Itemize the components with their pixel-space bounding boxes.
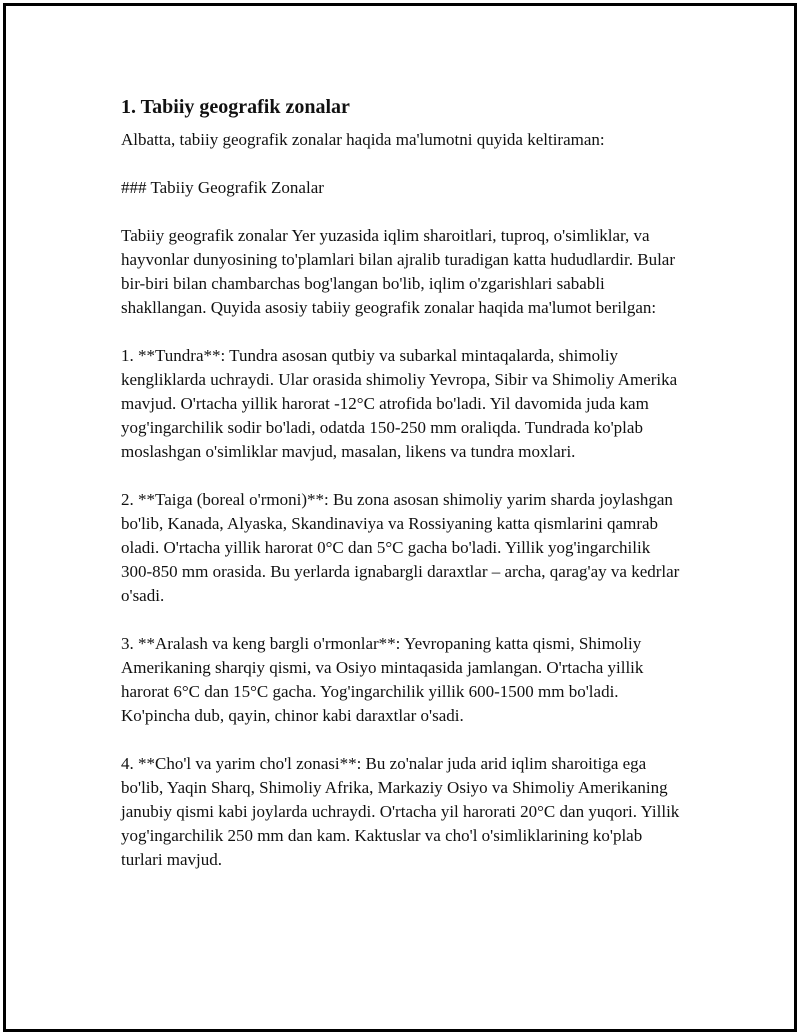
- intro-paragraph: Albatta, tabiiy geografik zonalar haqida ma'lumotni quyida keltiraman:: [121, 130, 605, 149]
- document-page: [3, 3, 797, 1032]
- zone-item-desert: 4. **Cho'l va yarim cho'l zonasi**: Bu zo'nalar juda arid iqlim sharoitiga ega bo'lib, Yaqin Sharq, Shimoliy Afrika, Markaziy Osiyo va Shimoliy Amerikaning janubiy qismi kabi joylarda uchraydi. O'rtacha yil harorati 20°C dan yuqori. Yillik yog'ingarchilik 250 mm dan kam. Kaktuslar va cho'l o'simliklarining ko'plab turlari mavjud.: [121, 754, 680, 869]
- document-title: 1. Tabiiy geografik zonalar: [121, 96, 350, 118]
- section-heading: ### Tabiiy Geografik Zonalar: [121, 178, 324, 197]
- document-body: [121, 94, 681, 896]
- zone-item-tundra: 1. **Tundra**: Tundra asosan qutbiy va subarkal mintaqalarda, shimoliy kengliklarda uchraydi. Ular orasida shimoliy Yevropa, Sibir va Shimoliy Amerika mavjud. O'rtacha yillik harorat -12°C atrofida bo'ladi. Yil davomida juda kam yog'ingarchilik sodir bo'ladi, odatda 150-250 mm oraliqda. Tundrada ko'plab moslashgan o'simliklar mavjud, masalan, likens va tundra moxlari.: [121, 346, 678, 461]
- zone-item-mixed-forests: 3. **Aralash va keng bargli o'rmonlar**: Yevropaning katta qismi, Shimoliy Amerikaning sharqiy qismi, va Osiyo mintaqasida jamlangan. O'rtacha yillik harorat 6°C dan 15°C gacha. Yog'ingarchilik yillik 600-1500 mm bo'ladi. Ko'pincha dub, qayin, chinor kabi daraxtlar o'sadi.: [121, 634, 644, 725]
- zone-item-taiga: 2. **Taiga (boreal o'rmoni)**: Bu zona asosan shimoliy yarim sharda joylashgan bo'lib, Kanada, Alyaska, Skandinaviya va Rossiyaning katta qismlarini qamrab oladi. O'rtacha yillik harorat 0°C dan 5°C gacha bo'ladi. Yillik yog'ingarchilik 300-850 mm orasida. Bu yerlarda ignabargli daraxtlar – archa, qarag'ay va kedrlar o'sadi.: [121, 490, 680, 605]
- overview-paragraph: Tabiiy geografik zonalar Yer yuzasida iqlim sharoitlari, tuproq, o'simliklar, va hayvonlar dunyosining to'plamlari bilan ajralib turadigan katta hududlardir. Bular bir-biri bilan chambarchas bog'langan bo'lib, iqlim o'zgarishlari sababli shakllangan. Quyida asosiy tabiiy geografik zonalar haqida ma'lumot berilgan:: [121, 226, 676, 317]
